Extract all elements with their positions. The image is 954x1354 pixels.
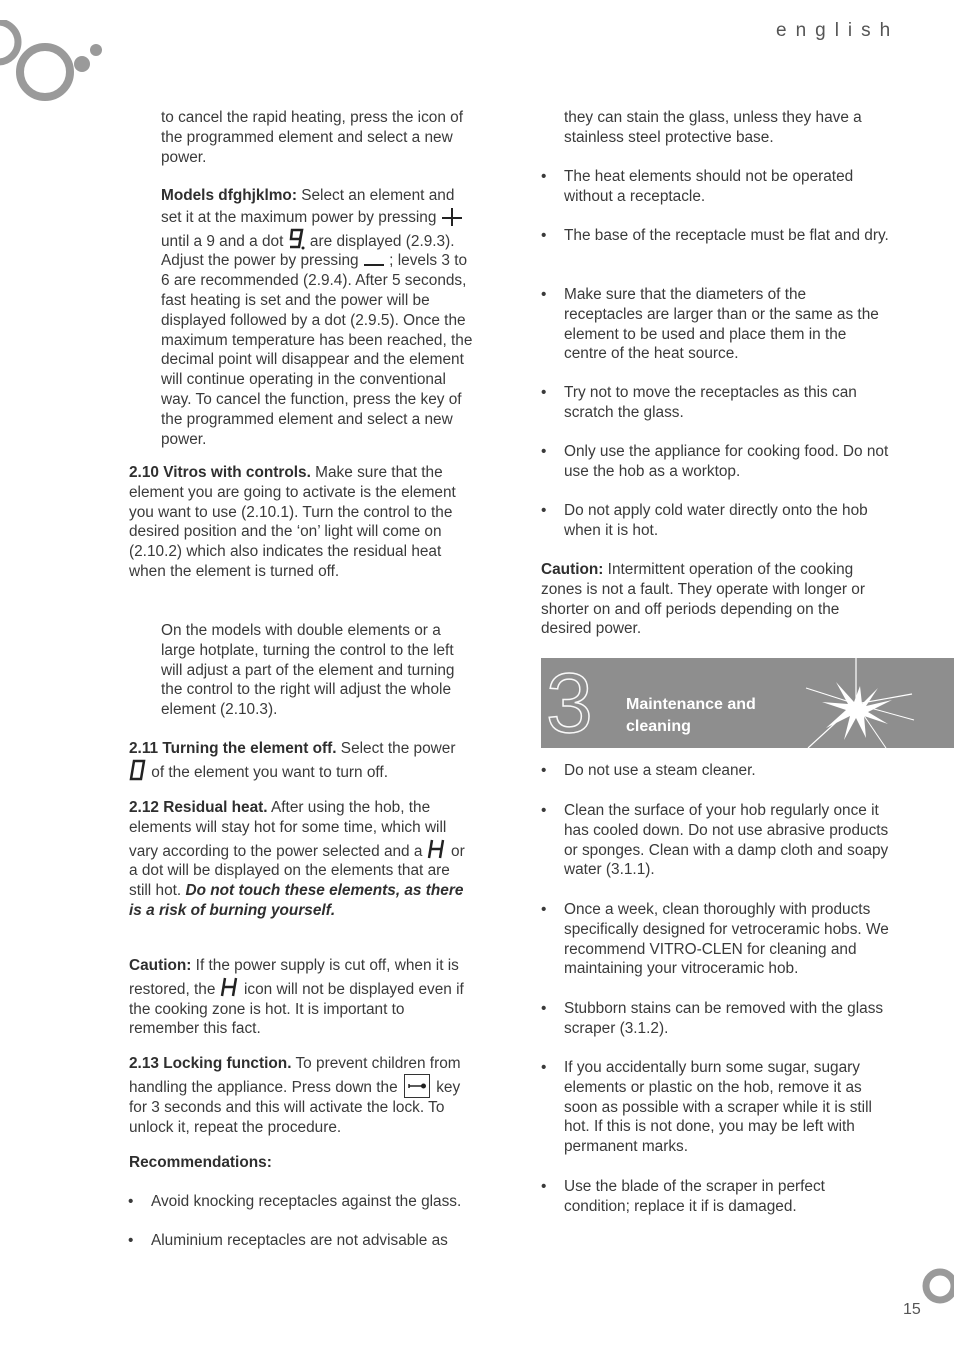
bullet-dot: • — [128, 1232, 134, 1249]
rapid-heating-cancel-text: to cancel the rapid heating, press the icon of the programmed element and select a new power. — [161, 109, 464, 166]
section-2-13-text-2: key for 3 seconds and this will activate the lock. To unlock it, repeat the procedure. — [129, 1078, 461, 1136]
list-item-text: If you accidentally burn some sugar, sugary elements or plastic on the hob, remove it as soon as possible with a scraper while it is still hot. If this is not done, you may be left with permanent marks. — [564, 1059, 872, 1156]
bullet-dot: • — [541, 1178, 547, 1195]
list-item — [541, 501, 889, 541]
list-item-text: Once a week, clean thoroughly with products specifically designed for vetroceramic hobs. We recommend VITRO-CLEN for cleaning and maintaining your vitroceramic hob. — [564, 901, 889, 978]
bullet-dot: • — [541, 802, 547, 819]
section-2-12-text-2: or a dot will be displayed on the elements that are still hot. — [129, 842, 465, 900]
double-elements-text: On the models with double elements or a large hotplate, turning the control to the left will adjust a part of the element and turning the control to the right will adjust the whole element (2.10.3). — [161, 622, 455, 719]
caution-label-2: Caution: — [541, 561, 604, 578]
list-item-text: Aluminium receptacles are not advisable as — [151, 1232, 448, 1249]
section-2-11 — [129, 739, 474, 783]
caution-power-cut — [129, 956, 474, 1039]
section-2-11-text-2: of the element you want to turn off. — [147, 763, 388, 781]
bullet-dot: • — [128, 1193, 134, 1210]
section-2-12-text-1: After using the hob, the elements will stay hot for some time, which will vary according to the power selected and a — [129, 799, 447, 860]
models-label: Models dfghjklmo: — [161, 187, 297, 204]
caution-text-1a: If the power supply is cut off, when it is restored, the — [129, 957, 459, 998]
h-residual-heat-icon-2 — [220, 976, 240, 998]
sparkle-icon — [796, 658, 916, 748]
section-2-10-text: Make sure that the element you are going to activate is the element you want to use (2.10.1). Turn the control to the desired position and the ‘on’ light will come on (2.10.2) which also indicates the residual heat when the element is turned off. — [129, 464, 456, 580]
section-title — [626, 694, 756, 738]
caution-text-2: Intermittent operation of the cooking zones is not a fault. They operate with longer or shorter on and off periods depending on the desired power. — [541, 561, 865, 638]
list-item-text: Clean the surface of your hob regularly once it has cooled down. Do not use abrasive products or sponges. Clean with a damp cloth and soapy water (3.1.1). — [564, 802, 889, 879]
models-paragraph — [161, 186, 479, 449]
section-2-10 — [129, 463, 474, 582]
list-item — [541, 226, 889, 246]
zero-display-icon — [129, 759, 147, 781]
brand-circles-logo — [0, 20, 110, 105]
recommendations-heading — [129, 1153, 474, 1173]
bullet-dot: • — [541, 286, 547, 303]
list-item — [541, 442, 889, 482]
section-2-11-label: 2.11 Turning the element off. — [129, 740, 337, 757]
models-text-3: are displayed (2.9.3). Adjust the power by pressing — [161, 232, 455, 270]
models-text-2: until a 9 and a dot — [161, 232, 288, 250]
list-item — [541, 900, 894, 979]
list-item-text: Stubborn stains can be removed with the glass scraper (3.1.2). — [564, 1000, 884, 1037]
list-item — [128, 1192, 481, 1212]
section-2-11-text-1: Select the power — [336, 740, 456, 757]
minus-key-icon — [363, 253, 385, 269]
list-item — [541, 1177, 894, 1217]
list-item-text: Only use the appliance for cooking food. Do not use the hob as a worktop. — [564, 443, 889, 480]
section-2-13 — [129, 1054, 474, 1137]
plus-key-icon — [441, 206, 463, 226]
bullet-dot: • — [541, 443, 547, 460]
list-item-text: Do not use a steam cleaner. — [564, 762, 756, 779]
language-label: english — [776, 20, 900, 41]
list-item-text: The base of the receptacle must be flat and dry. — [564, 227, 889, 244]
list-item-text: Avoid knocking receptacles against the glass. — [151, 1193, 462, 1210]
models-text-1: Select an element and set it at the maximum power by pressing — [161, 187, 455, 226]
bullet-dot: • — [541, 227, 547, 244]
section-title-line2: cleaning — [626, 718, 691, 735]
list-item — [541, 167, 889, 207]
section-banner-maintenance — [541, 658, 954, 748]
list-item — [541, 761, 894, 781]
list-item — [541, 285, 889, 364]
section-2-10-label: 2.10 Vitros with controls. — [129, 464, 311, 481]
bullet-dot: • — [541, 384, 547, 401]
h-residual-heat-icon — [427, 838, 447, 860]
corner-circle-ornament — [920, 1266, 954, 1306]
bullet-dot: • — [541, 762, 547, 779]
caution-intermittent — [541, 560, 881, 639]
bullet-dot: • — [541, 168, 547, 185]
list-item — [541, 801, 894, 880]
section-2-12-label: 2.12 Residual heat. — [129, 799, 268, 816]
models-text-4: ; levels 3 to 6 are recommended (2.9.4). After 5 seconds, fast heating is set and the power will be displayed followed by a dot (2.9.5). Once the maximum temperature has been reached, the decimal point will disappear and the element will continue operating in the conventional way. To cancel the function, press the key of the programmed element and select a new power. — [161, 252, 473, 448]
section-2-13-text-1: To prevent children from handling the appliance. Press down the — [129, 1055, 461, 1096]
list-item — [541, 1058, 894, 1157]
list-item-text: Use the blade of the scraper in perfect condition; replace it if is damaged. — [564, 1178, 825, 1215]
nine-dot-display-icon — [288, 228, 306, 250]
recommendations-label: Recommendations: — [129, 1154, 272, 1171]
lock-key-icon — [404, 1074, 430, 1098]
list-item — [128, 1231, 481, 1251]
aluminium-continuation: they can stain the glass, unless they have a stainless steel protective base. — [564, 109, 862, 146]
caution-text-1b: icon will not be displayed even if the cooking zone is hot. It is important to remember this fact. — [129, 980, 464, 1038]
bullet-dot: • — [541, 502, 547, 519]
caution-label-1: Caution: — [129, 957, 192, 974]
list-item-text: The heat elements should not be operated without a receptacle. — [564, 168, 854, 205]
list-item-text: Make sure that the diameters of the receptacles are larger than or the same as the element to be used and place them in the centre of the heat source. — [564, 286, 879, 363]
section-2-13-label: 2.13 Locking function. — [129, 1055, 292, 1072]
burn-warning: Do not touch these elements, as there is a risk of burning yourself. — [129, 882, 464, 919]
bullet-dot: • — [541, 901, 547, 918]
list-item-text: Try not to move the receptacles as this can scratch the glass. — [564, 384, 857, 421]
section-title-line1: Maintenance and — [626, 696, 756, 713]
list-item — [541, 383, 889, 423]
bullet-dot: • — [541, 1059, 547, 1076]
section-number: 3 — [546, 658, 593, 748]
bullet-dot: • — [541, 1000, 547, 1017]
section-2-12 — [129, 798, 474, 921]
list-item — [541, 999, 894, 1039]
page-number: 15 — [903, 1301, 921, 1318]
list-item-text: Do not apply cold water directly onto the hob when it is hot. — [564, 502, 868, 539]
